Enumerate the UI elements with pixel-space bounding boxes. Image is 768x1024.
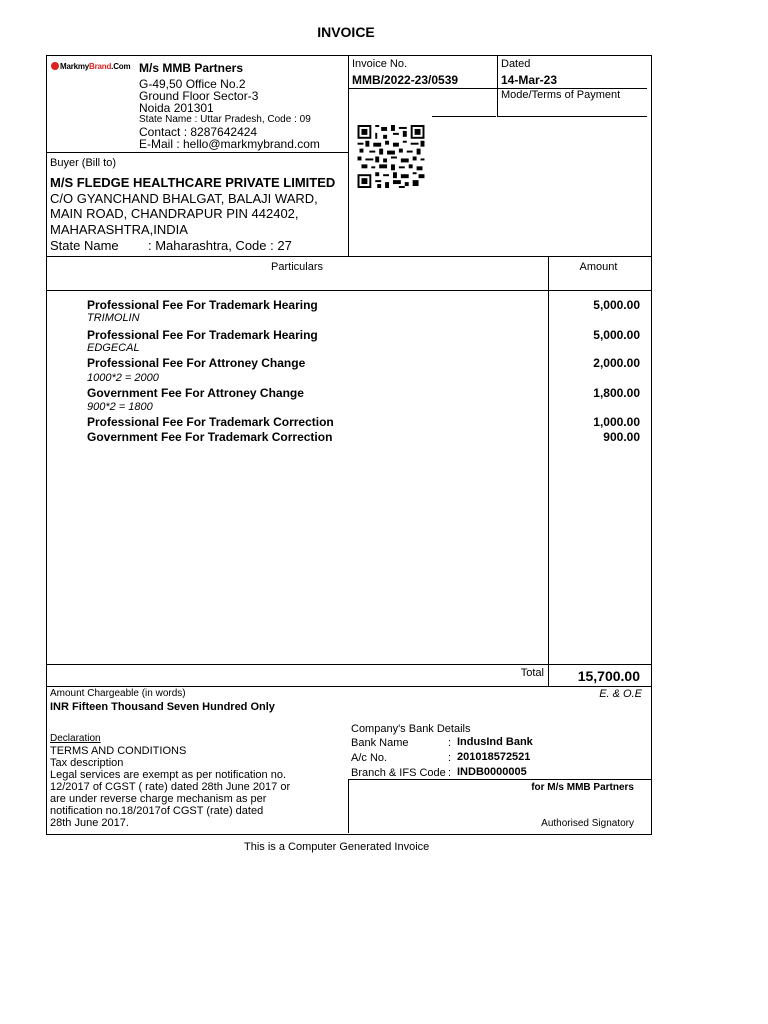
bank-colon: : <box>448 737 452 749</box>
total-label: Total <box>520 667 544 679</box>
invoice-no-value: MMB/2022-23/0539 <box>352 73 459 87</box>
declaration-line: notification no.18/2017of CGST (rate) dated <box>50 805 264 817</box>
qr-code-icon <box>357 125 425 188</box>
buyer-address-3: MAHARASHTRA,INDIA <box>50 222 188 237</box>
seller-address-3: Noida 201301 <box>139 101 214 115</box>
buyer-address-2: MAIN ROAD, CHANDRAPUR PIN 442402, <box>50 206 299 221</box>
line-item-desc: Government Fee For Trademark Correction <box>87 430 333 444</box>
account-no-value: 201018572521 <box>457 751 531 763</box>
declaration-line: Legal services are exempt as per notification no. <box>50 769 287 781</box>
buyer-state-value: : Maharashtra, Code : 27 <box>148 238 292 253</box>
line-item-note: EDGECAL <box>87 342 140 354</box>
ifs-colon: : <box>448 767 452 779</box>
particulars-header: Particulars <box>271 261 323 273</box>
account-colon: : <box>448 752 452 764</box>
dated-value: 14-Mar-23 <box>501 73 558 87</box>
terms-heading: TERMS AND CONDITIONS <box>50 745 187 757</box>
eoe-note: E. & O.E <box>599 688 642 700</box>
dated-label: Dated <box>501 58 531 70</box>
bank-name-value: IndusInd Bank <box>457 736 533 748</box>
authorised-signatory-label: Authorised Signatory <box>541 818 634 829</box>
line-item-amount: 5,000.00 <box>593 298 640 312</box>
seller-email: E-Mail : hello@markmybrand.com <box>139 137 320 151</box>
page-title: INVOICE <box>317 24 375 40</box>
amount-header: Amount <box>579 261 618 273</box>
computer-generated-note: This is a Computer Generated Invoice <box>244 841 430 853</box>
declaration-line: 12/2017 of CGST ( rate) dated 28th June 2017 or <box>50 781 291 793</box>
payment-terms-label: Mode/Terms of Payment <box>501 89 621 101</box>
line-item-note: 1000*2 = 2000 <box>87 372 159 384</box>
invoice-no-label: Invoice No. <box>352 58 408 70</box>
seller-name: M/s MMB Partners <box>139 61 244 75</box>
seller-address-1: G-49,50 Office No.2 <box>139 77 246 91</box>
seller-state: State Name : Uttar Pradesh, Code : 09 <box>139 114 311 125</box>
line-item-desc: Professional Fee For Trademark Hearing <box>87 298 318 312</box>
tax-description: Tax description <box>50 757 124 769</box>
declaration-line: 28th June 2017. <box>50 817 129 829</box>
bank-name-label: Bank Name <box>351 737 409 749</box>
line-item-amount: 5,000.00 <box>593 328 640 342</box>
buyer-address-1: C/O GYANCHAND BHALGAT, BALAJI WARD, <box>50 191 318 206</box>
logo-mark-icon <box>51 62 59 70</box>
buyer-name: M/S FLEDGE HEALTHCARE PRIVATE LIMITED <box>50 175 336 190</box>
bank-details-heading: Company's Bank Details <box>351 723 471 735</box>
line-item-desc: Professional Fee For Trademark Hearing <box>87 328 318 342</box>
account-no-label: A/c No. <box>351 752 388 764</box>
buyer-label: Buyer (Bill to) <box>50 157 117 169</box>
line-item-desc: Government Fee For Attroney Change <box>87 386 304 400</box>
line-item-desc: Professional Fee For Trademark Correction <box>87 415 334 429</box>
ifs-code-label: Branch & IFS Code <box>351 767 446 779</box>
line-item-amount: 1,000.00 <box>593 415 640 429</box>
declaration-line: are under reverse charge mechanism as per <box>50 793 267 805</box>
line-item-desc: Professional Fee For Attroney Change <box>87 356 306 370</box>
total-amount: 15,700.00 <box>577 668 640 684</box>
line-item-note: 900*2 = 1800 <box>87 401 153 413</box>
company-logo: MarkmyBrand.Com <box>51 62 137 76</box>
line-item-amount: 900.00 <box>603 430 640 444</box>
amount-words-label: Amount Chargeable (in words) <box>50 688 186 699</box>
invoice-frame <box>46 55 652 835</box>
seller-address-2: Ground Floor Sector-3 <box>139 89 259 103</box>
declaration-label: Declaration <box>50 733 101 744</box>
line-item-note: TRIMOLIN <box>87 312 140 324</box>
for-company-label: for M/s MMB Partners <box>531 782 634 793</box>
line-item-amount: 1,800.00 <box>593 386 640 400</box>
seller-contact: Contact : 8287642424 <box>139 125 258 139</box>
amount-words-value: INR Fifteen Thousand Seven Hundred Only <box>50 701 275 713</box>
line-item-amount: 2,000.00 <box>593 356 640 370</box>
buyer-state-label: State Name <box>50 238 119 253</box>
ifs-code-value: INDB0000005 <box>457 766 527 778</box>
